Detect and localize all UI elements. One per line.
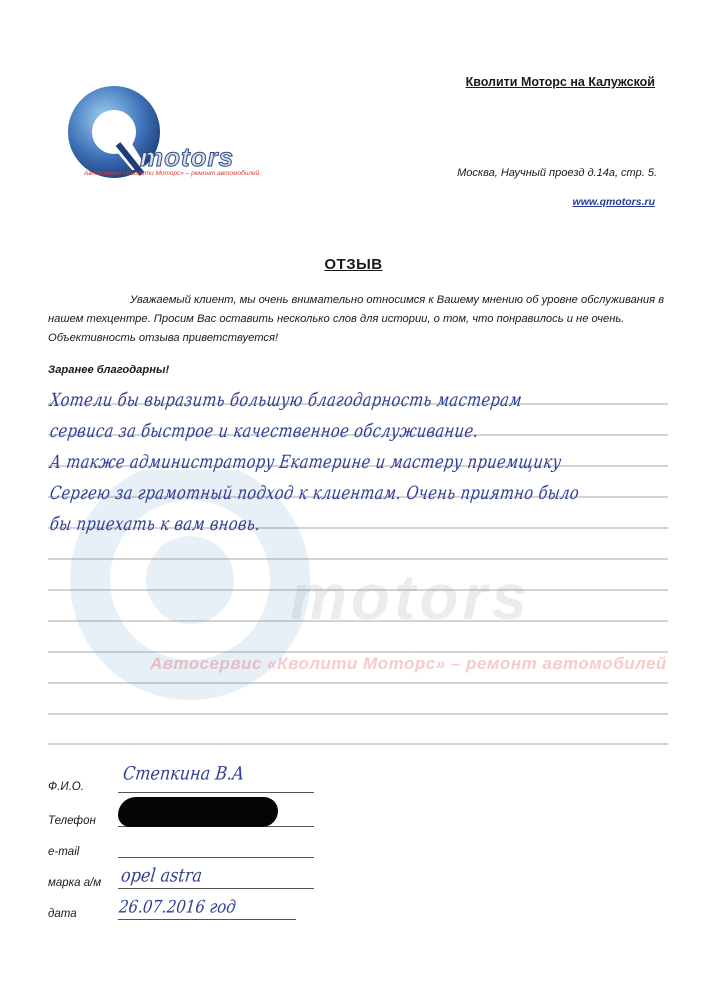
redaction-mark [118,797,278,827]
car-value: opel astra [120,864,204,886]
intro-text: Уважаемый клиент, мы очень внимательно относимся к Вашему мнению об уровне обслуживания в нашем техцентре. Просим Вас оставить несколько слов для истории, о том, что понравилось и не очень. Объективность отзыва приветствуется! [48,294,665,344]
car-label: марка а/м [48,877,102,889]
review-line: А также администратору Екатерине и мастеру приемщику [48,451,563,474]
logo-tagline: Автосервис «Кволити Моторс» – ремонт автомобилей [84,170,260,177]
watermark-word: motors [290,561,531,633]
email-underline [118,857,314,858]
watermark-tagline: Автосервис «Кволити Моторс» – ремонт автомобилей [150,654,667,673]
company-address: Москва, Научный проезд д.14а, стр. 5. [457,167,657,179]
logo-word: motors [140,142,235,172]
name-underline [118,792,314,793]
email-label: e-mail [48,846,80,858]
date-value: 26.07.2016 год [118,896,237,917]
phone-label: Телефон [48,815,96,827]
name-value: Степкина В.А [122,762,246,784]
review-line: сервиса за быстрое и качественное обслуживание. [48,420,481,443]
date-label: дата [48,908,77,920]
review-line: Хотели бы выразить большую благодарность мастерам [48,389,524,412]
name-label: Ф.И.О. [48,781,84,793]
car-underline [118,888,314,889]
date-underline [118,919,296,920]
review-text [50,385,680,540]
review-line: Сергею за грамотный подход к клиентам. Очень приятно было [48,482,581,505]
thanks-text: Заранее благодарны! [48,364,170,376]
page-title: ОТЗЫВ [324,256,383,273]
website-link[interactable]: www.qmotors.ru [572,196,655,208]
company-name: Кволити Моторс на Калужской [465,75,655,89]
review-line: бы приехать к вам вновь. [48,513,262,536]
